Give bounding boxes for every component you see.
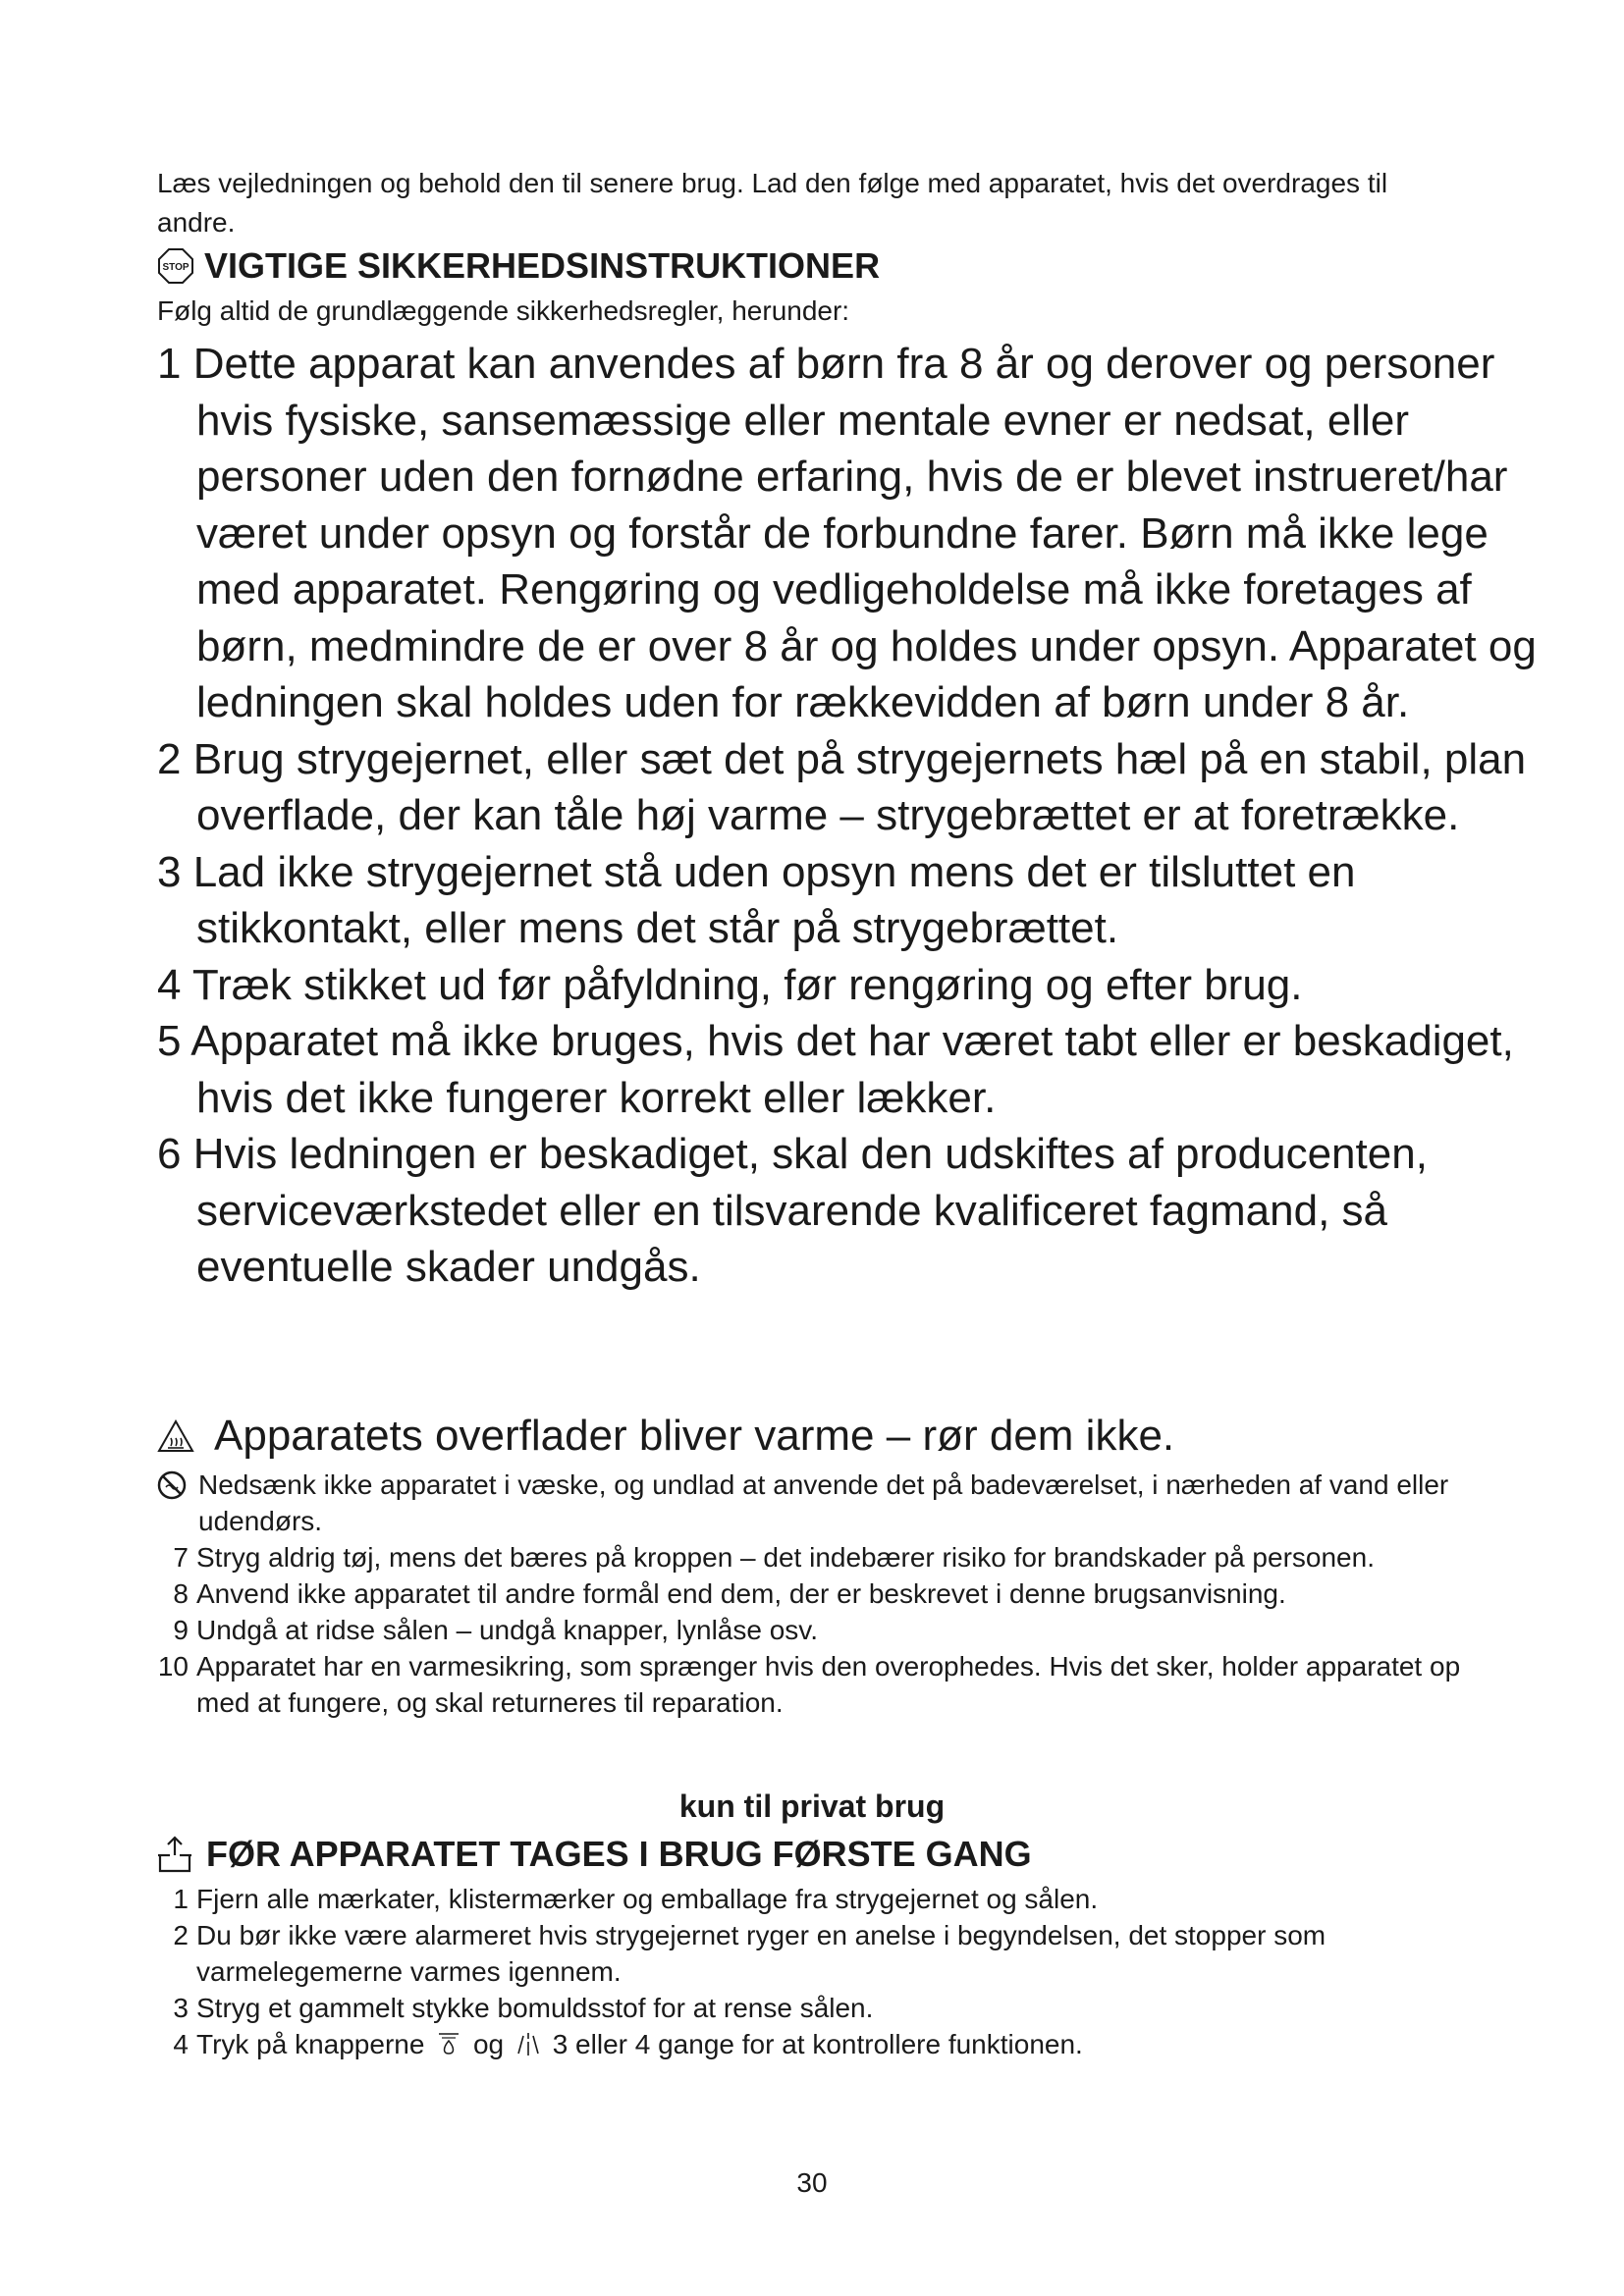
safety-item-6: 6 Hvis ledningen er beskadiget, skal den udskiftes af producenten, serviceværkstedet eller en tilsvarende kvalificeret fagmand, så eventuelle skader undgås. bbox=[157, 1130, 1428, 1291]
safety-heading bbox=[157, 245, 880, 287]
safety-item-10: 10 Apparatet har en varmesikring, som sprænger hvis den overophedes. Hvis det sker, holder apparatet op med at fungere, og skal returneres til reparation. bbox=[157, 1651, 1461, 1718]
safety-item-4: 4 Træk stikket ud før påfyldning, før rengøring og efter brug. bbox=[157, 960, 1303, 1009]
safety-item-3: 3 Lad ikke strygejernet stå uden opsyn mens det er tilsluttet en stikkontakt, eller mens det står på strygebrættet. bbox=[157, 847, 1356, 952]
stop-icon bbox=[157, 247, 194, 285]
hot-surface-text: Apparatets overflader bliver varme – rør dem ikke. bbox=[214, 1412, 1175, 1460]
safety-subtitle: Følg altid de grundlæggende sikkerhedsregler, herunder: bbox=[157, 295, 850, 326]
first-use-item-3: 3 Stryg et gammelt stykke bomuldsstof for at rense sålen. bbox=[173, 1993, 874, 2023]
immerse-text: Nedsænk ikke apparatet i væske, og undlad at anvende det på badeværelset, i nærheden af vand eller udendørs. bbox=[198, 1469, 1449, 1536]
safety-item-5: 5 Apparatet må ikke bruges, hvis det har været tabt eller er beskadiget, hvis det ikke fungerer korrekt eller lækker. bbox=[157, 1017, 1514, 1122]
first-use-item-1: 1 Fjern alle mærkater, klistermærker og emballage fra strygejernet og sålen. bbox=[173, 1884, 1099, 1914]
no-immerse-icon bbox=[157, 1470, 187, 1500]
item4-before: Tryk på knapperne bbox=[196, 2029, 425, 2059]
intro-text: Læs vejledningen og behold den til senere brug. Lad den følge med apparatet, hvis det overdrages til andre. bbox=[157, 168, 1388, 238]
safety-item-9: 9 Undgå at ridse sålen – undgå knapper, lynlåse osv. bbox=[173, 1615, 819, 1645]
private-use-note: kun til privat brug bbox=[678, 1789, 946, 1824]
steam-shot-button-icon bbox=[515, 2030, 541, 2057]
safety-list-continued bbox=[157, 1539, 1473, 1721]
hot-surface-warning bbox=[157, 1408, 1174, 1464]
first-use-heading bbox=[157, 1834, 1032, 1875]
unbox-icon bbox=[157, 1836, 192, 1873]
stop-icon-text: STOP bbox=[162, 262, 189, 273]
item4-middle: og bbox=[472, 2029, 505, 2059]
safety-title: VIGTIGE SIKKERHEDSINSTRUKTIONER bbox=[204, 245, 881, 286]
safety-item-2: 2 Brug strygejernet, eller sæt det på strygejernets hæl på en stabil, plan overflade, der kan tåle høj varme – strygebrættet er at foretrække. bbox=[157, 734, 1527, 839]
first-use-title: FØR APPARATET TAGES I BRUG FØRSTE GANG bbox=[206, 1834, 1032, 1874]
page-number: 30 bbox=[796, 2167, 828, 2198]
first-use-list bbox=[157, 1881, 1473, 2062]
first-use-item-4: 4 Tryk på knapperne og 3 eller 4 gange for at kontrollere funktionen. bbox=[173, 2029, 1083, 2059]
item4-after: 3 eller 4 gange for at kontrollere funktionen. bbox=[552, 2029, 1083, 2059]
safety-list bbox=[157, 336, 1551, 1296]
first-use-item-2: 2 Du bør ikke være alarmeret hvis strygejernet ryger en anelse i begyndelsen, det stopper som varmelegemerne varmes igennem. bbox=[173, 1920, 1326, 1987]
immerse-warning bbox=[157, 1467, 1473, 1539]
safety-item-8: 8 Anvend ikke apparatet til andre formål end dem, der er beskrevet i denne brugsanvisning. bbox=[173, 1578, 1286, 1609]
safety-item-1: 1 Dette apparat kan anvendes af børn fra 8 år og derover og personer hvis fysiske, sansemæssige eller mentale evner er nedsat, eller personer uden den fornødne erfaring, hvis de er blevet instrueret/har været under opsyn og forstår de forbundne farer. Børn må ikke lege med apparatet. Rengøring og vedligeholdelse må ikke foretages af børn, medmindre de er over 8 år og holdes under opsyn. Apparatet og ledningen skal holdes uden for rækkevidden af børn under 8 år. bbox=[157, 340, 1537, 726]
spray-button-icon bbox=[436, 2030, 461, 2057]
hot-surface-warning-icon bbox=[157, 1419, 194, 1453]
safety-item-7: 7 Stryg aldrig tøj, mens det bæres på kroppen – det indebærer risiko for brandskader på personen. bbox=[173, 1542, 1375, 1573]
